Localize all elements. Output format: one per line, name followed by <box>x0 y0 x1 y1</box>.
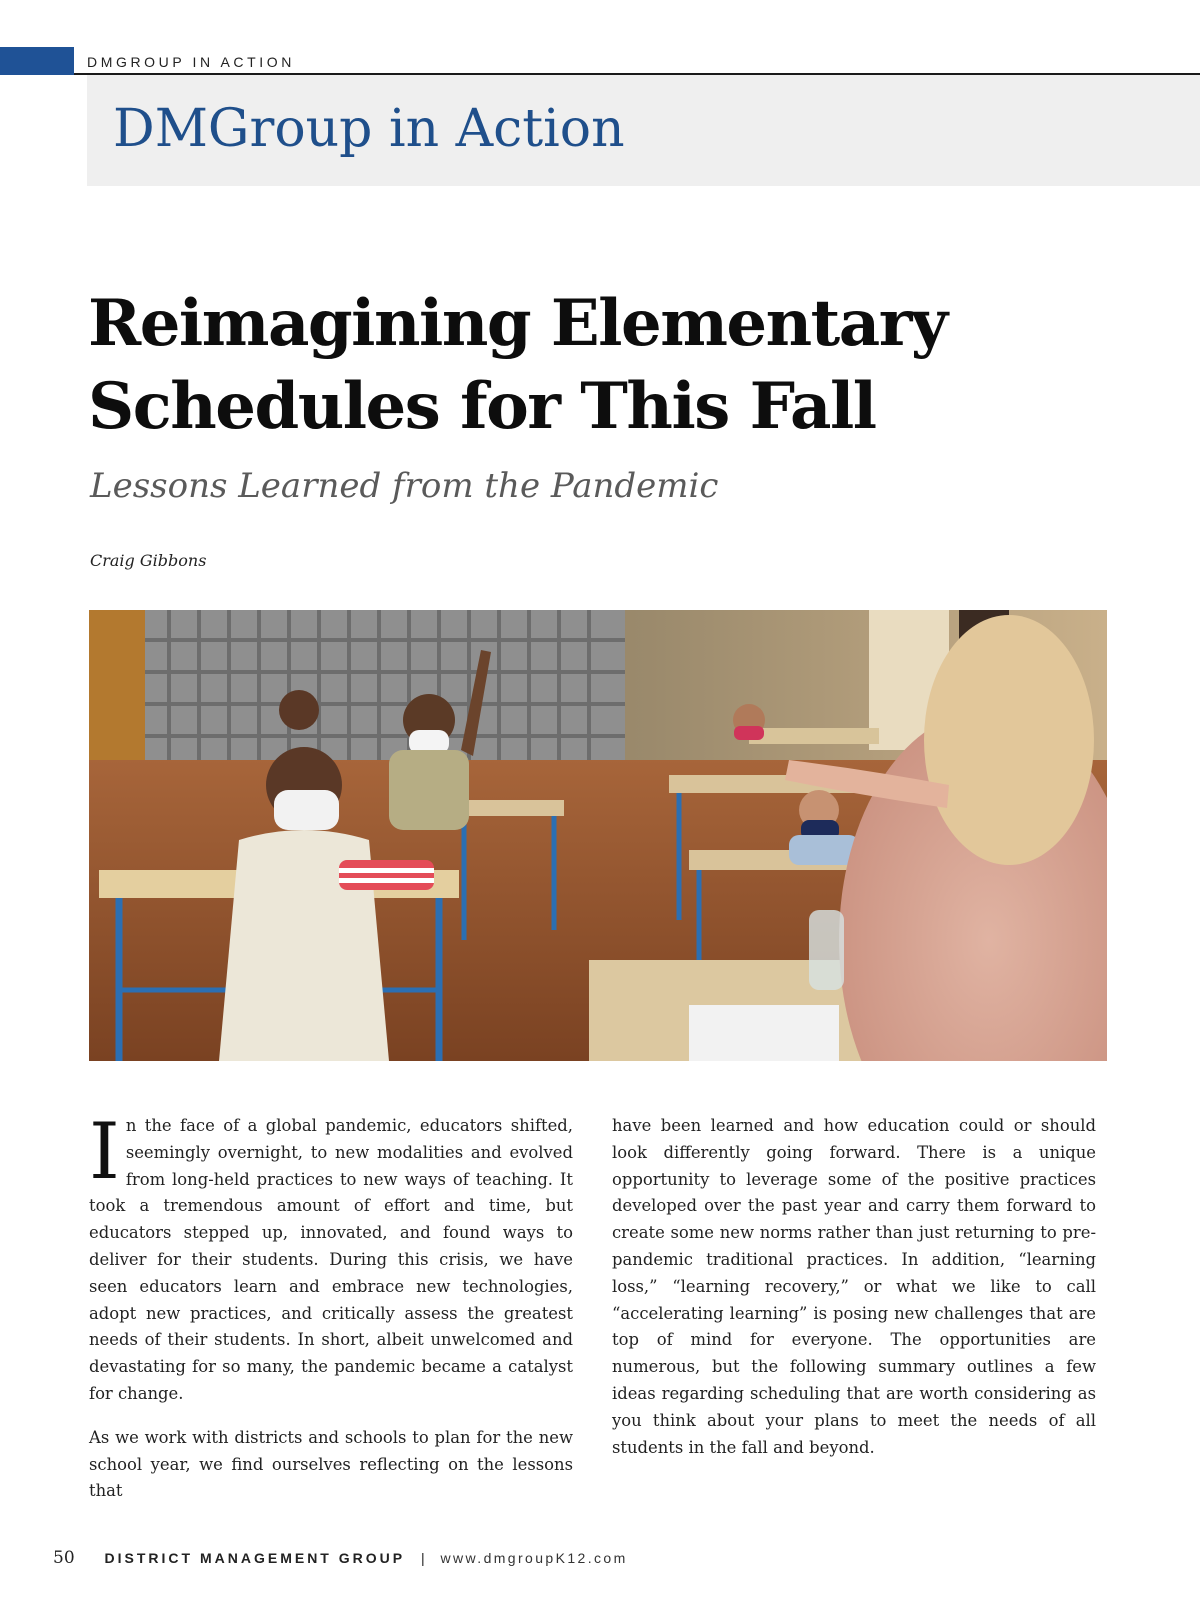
page-number: 50 <box>53 1548 75 1568</box>
article-body-column-left <box>89 1107 573 1522</box>
article-paragraph-1 <box>89 1107 573 1408</box>
page-footer <box>53 1548 628 1568</box>
article-title-line-2: Schedules for This Fall <box>88 369 876 444</box>
footer-separator: | <box>420 1550 425 1566</box>
section-label: DMGROUP IN ACTION <box>87 54 295 70</box>
classroom-photo <box>89 596 1107 1061</box>
drop-cap: I <box>89 1107 120 1197</box>
footer-url-link[interactable]: www.dmgroupK12.com <box>440 1550 628 1566</box>
article-paragraph-1-text: n the face of a global pandemic, educators shifted, seemingly overnight, to new modalities and evolved from long-held practices to new ways of teaching. It took a tremendous amount of effort and time, but educators stepped up, innovated, and found ways to deliver for their students. During this crisis, we have seen educators learn and embrace new technologies, adopt new practices, and critically assess the greatest needs of their students. In short, albeit unwelcomed and devastating for so many, the pandemic became a catalyst for change. <box>89 1116 573 1403</box>
article-paragraph-2-start: As we work with districts and schools to plan for the new school year, we find ourselves reflecting on the lessons that <box>89 1427 573 1501</box>
banner-title: DMGroup in Action <box>113 99 625 159</box>
section-accent-tab <box>0 47 74 75</box>
article-subtitle: Lessons Learned from the Pandemic <box>90 466 719 506</box>
section-banner <box>87 75 1200 186</box>
footer-organization: DISTRICT MANAGEMENT GROUP <box>104 1550 406 1566</box>
article-author: Craig Gibbons <box>90 551 207 570</box>
article-title-line-1: Reimagining Elementary <box>88 286 947 361</box>
article-title <box>88 282 1088 448</box>
article-paragraph-2-continued: have been learned and how education could or should look differently going forward. There is a unique opportunity to leverage some of the positive practices developed over the past year and carry them forward to create some new norms rather than just returning to pre-pandemic traditional practices. In addition, “learning loss,” “learning recovery,” or what we like to call “accelerating learning” is posing new challenges that are top of mind for everyone. The opportunities are numerous, but the following summary outlines a few ideas regarding scheduling that are worth considering as you think about your plans to meet the needs of all students in the fall and beyond. <box>612 1116 1096 1457</box>
article-body-column-right <box>612 1113 1096 1478</box>
